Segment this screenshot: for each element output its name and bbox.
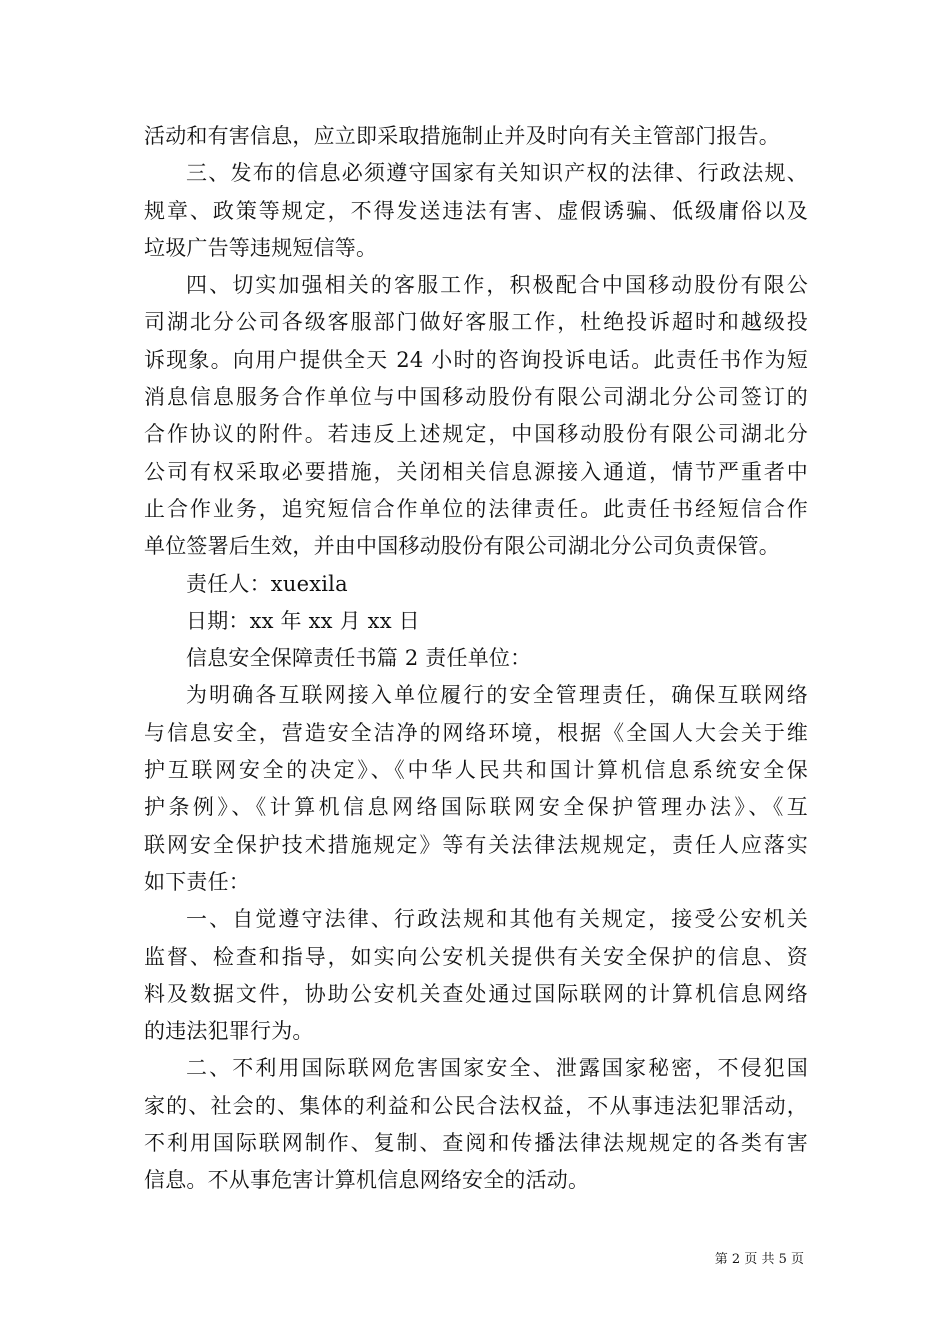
text-line: 司湖北分公司各级客服部门做好客服工作，杜绝投诉超时和越级投 bbox=[144, 310, 808, 335]
text-line: 家的、社会的、集体的利益和公民合法权益，不从事违法犯罪活动， bbox=[144, 1093, 808, 1118]
text-line: 如下责任： bbox=[144, 869, 250, 894]
text-line: 垃圾广告等违规短信等。 bbox=[144, 235, 378, 260]
text-line: 诉现象。向用户提供全天 24 小时的咨询投诉电话。此责任书作为短 bbox=[144, 347, 808, 372]
text-line: 单位签署后生效，并由中国移动股份有限公司湖北分公司负责保管。 bbox=[144, 534, 780, 559]
text-line: 信息安全保障责任书篇 2 责任单位： bbox=[186, 646, 532, 671]
text-line: 责任人：xuexila bbox=[186, 571, 348, 596]
text-line: 护条例》、《计算机信息网络国际联网安全保护管理办法》、《互 bbox=[144, 795, 808, 820]
text-line: 护互联网安全的决定》、《中华人民共和国计算机信息系统安全保 bbox=[144, 758, 808, 783]
text-line: 的违法犯罪行为。 bbox=[144, 1019, 314, 1044]
text-line: 一、自觉遵守法律、行政法规和其他有关规定，接受公安机关 bbox=[186, 907, 808, 932]
text-line: 与信息安全，营造安全洁净的网络环境，根据《全国人大会关于维 bbox=[144, 720, 808, 745]
text-line: 料及数据文件，协助公安机关查处通过国际联网的计算机信息网络 bbox=[144, 981, 808, 1006]
text-line: 合作协议的附件。若违反上述规定，中国移动股份有限公司湖北分 bbox=[144, 422, 808, 447]
text-line: 规章、政策等规定，不得发送违法有害、虚假诱骗、低级庸俗以及 bbox=[144, 198, 808, 223]
text-line: 三、发布的信息必须遵守国家有关知识产权的法律、行政法规、 bbox=[186, 161, 808, 186]
text-line: 信息。不从事危害计算机信息网络安全的活动。 bbox=[144, 1168, 590, 1193]
text-line: 止合作业务，追究短信合作单位的法律责任。此责任书经短信合作 bbox=[144, 496, 808, 521]
text-line: 活动和有害信息，应立即采取措施制止并及时向有关主管部门报告。 bbox=[144, 124, 780, 148]
text-line: 公司有权采取必要措施，关闭相关信息源接入通道，情节严重者中 bbox=[144, 459, 808, 484]
text-line: 日期：xx 年 xx 月 xx 日 bbox=[186, 608, 420, 633]
text-line: 为明确各互联网接入单位履行的安全管理责任，确保互联网络 bbox=[186, 683, 808, 708]
page-number: 第 2 页 共 5 页 bbox=[714, 1252, 804, 1267]
text-line: 二、不利用国际联网危害国家安全、泄露国家秘密，不侵犯国 bbox=[186, 1056, 808, 1081]
text-line: 不利用国际联网制作、复制、查阅和传播法律法规规定的各类有害 bbox=[144, 1131, 808, 1156]
text-line: 四、切实加强相关的客服工作，积极配合中国移动股份有限公 bbox=[186, 273, 808, 298]
text-line: 消息信息服务合作单位与中国移动股份有限公司湖北分公司签订的 bbox=[144, 385, 808, 410]
text-line: 联网安全保护技术措施规定》等有关法律法规规定，责任人应落实 bbox=[144, 832, 808, 857]
text-line: 监督、检查和指导，如实向公安机关提供有关安全保护的信息、资 bbox=[144, 944, 808, 969]
document-body bbox=[144, 118, 808, 1200]
